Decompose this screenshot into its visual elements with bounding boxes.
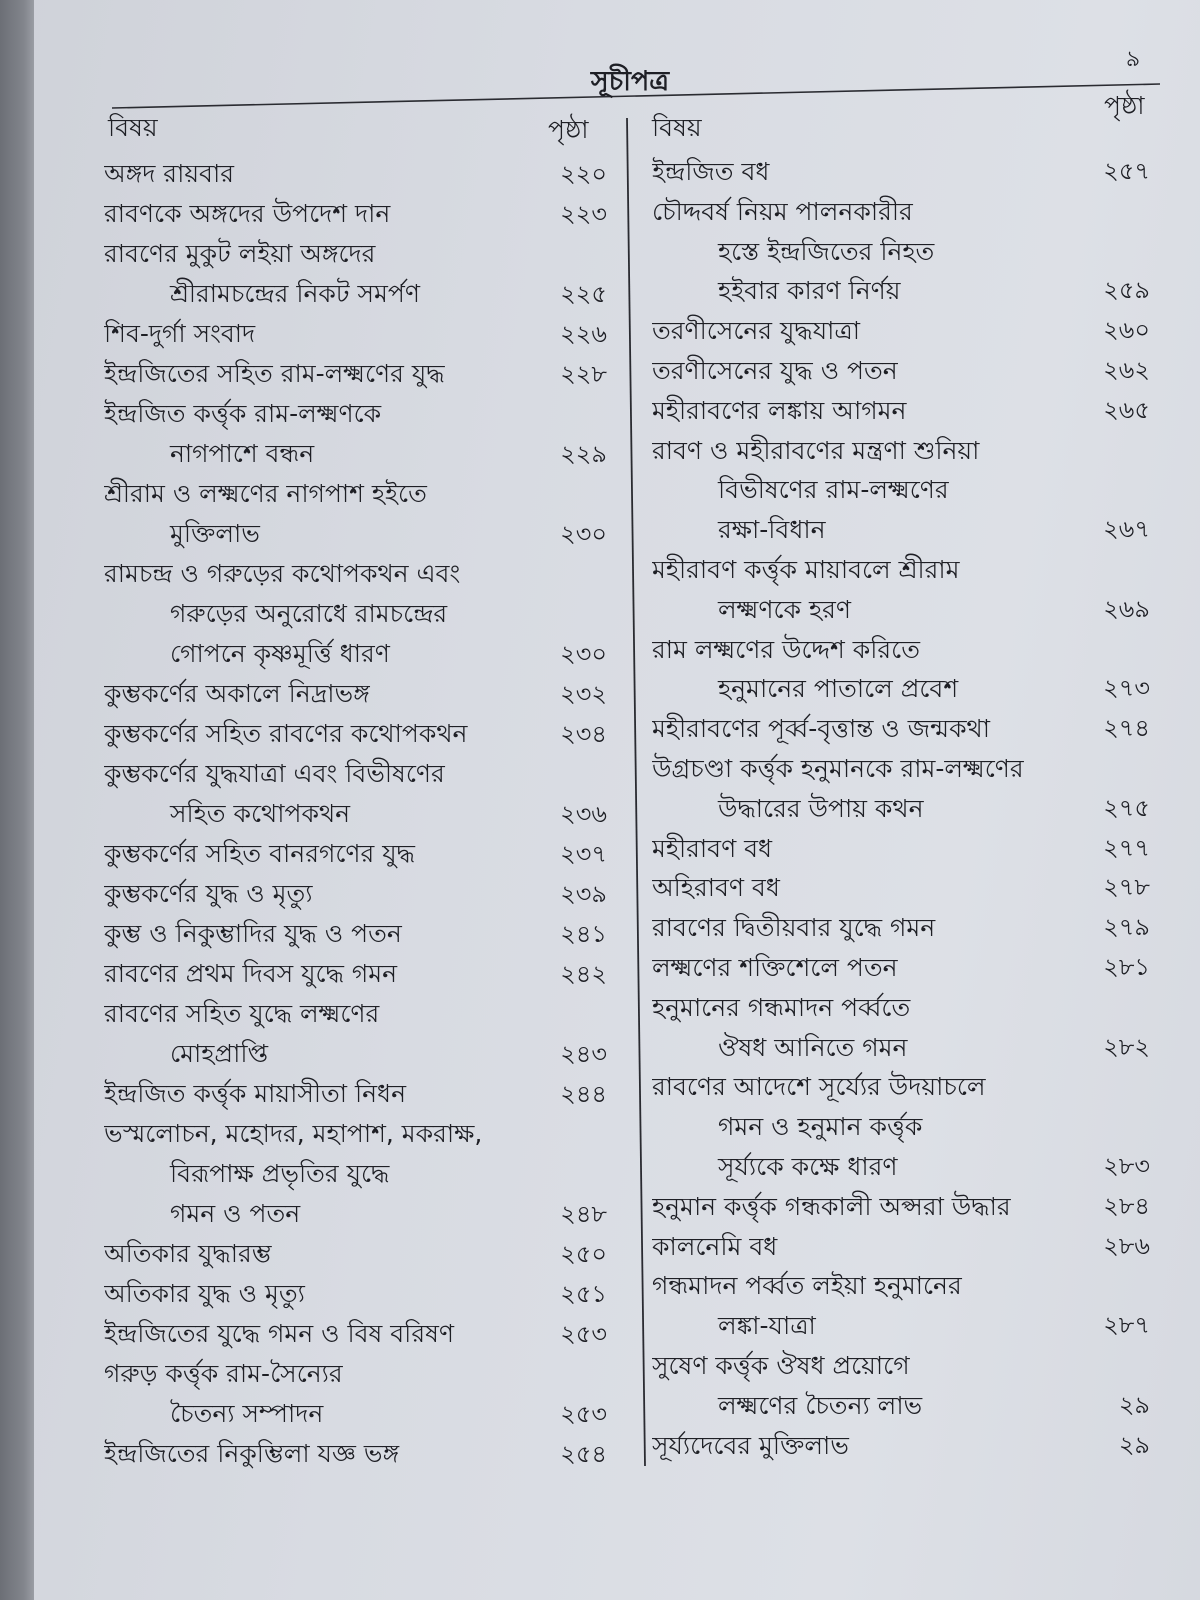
toc-entry [652,948,1150,988]
entry-line: অঙ্গদ রায়বার [104,159,234,188]
toc-entry [104,194,607,234]
entry-line: চৌদ্দবর্ষ নিয়ম পালনকারীর [652,196,913,226]
toc-entry [652,550,1150,630]
entry-line: মহীরাবণ বধ [652,833,773,863]
entry-page-number: ২৩২ [560,680,607,708]
entry-line: মোহপ্রাপ্তি [170,1039,269,1068]
entry-line: ঔষধ আনিতে গমন [718,1032,908,1062]
toc-entry [104,1234,607,1274]
entry-line: গন্ধমাদন পর্ব্বত লইয়া হনুমানের [652,1271,962,1301]
toc-entry [104,954,607,994]
entry-page-number: ২৬৯ [1103,594,1150,623]
entry-page-number: ২৩০ [560,640,607,668]
toc-entry [652,908,1150,948]
toc-entry [104,674,607,714]
entry-line: অতিকার যুদ্ধ ও মৃত্যু [104,1279,305,1308]
entry-page-number: ২৪৩ [560,1040,607,1068]
entry-line: সূর্য্যকে কক্ষে ধারণ [718,1151,898,1181]
entry-line: কুম্ভকর্ণের যুদ্ধ ও মৃত্যু [104,879,313,908]
entry-line: হনুমানের গন্ধমাদন পর্ব্বতে [652,992,911,1022]
page-title: সূচীপত্র [590,66,670,97]
entry-line: হইবার কারণ নির্ণয় [718,276,901,306]
entry-line: গরুড় কর্ত্তৃক রাম-সৈন্যের [104,1359,343,1388]
entry-line: চৈতন্য সম্পাদন [170,1399,324,1428]
entry-line: সহিত কথোপকথন [170,799,351,828]
toc-entry [104,714,607,754]
entry-page-number: ২৭৩ [1103,674,1150,703]
entry-line: অতিকার যুদ্ধারম্ভ [104,1239,272,1268]
entry-page-number: ২৪২ [560,960,607,988]
toc-entry [104,394,607,474]
right-header-page: পৃষ্ঠা [1104,91,1145,120]
entry-line: মহীরাবণ কর্ত্তৃক মায়াবলে শ্রীরাম [652,554,960,584]
toc-entry [104,314,607,354]
entry-page-number: ২৫৭ [1103,157,1150,185]
toc-entry [652,311,1150,351]
entry-page-number: ২৩৪ [560,720,607,748]
right-header-subject: বিষয় [652,113,702,142]
toc-entry [104,1114,607,1234]
entry-page-number: ২৩৭ [560,840,607,868]
toc-entry [104,154,607,194]
entry-page-number: ২৩০ [560,520,607,548]
entry-page-number: ২৫৯ [1103,276,1150,305]
entry-line: শিব-দুর্গা সংবাদ [104,319,256,348]
entry-line: বিরূপাক্ষ প্রভৃতির যুদ্ধে [170,1159,390,1188]
toc-entry [652,431,1150,550]
entry-page-number: ২৬২ [1103,355,1150,384]
entry-page-number: ২৭৫ [1103,793,1150,822]
entry-page-number: ২৯ [1118,1390,1150,1419]
toc-entry [652,1187,1150,1227]
entry-line: হস্তে ইন্দ্রজিতের নিহত [718,236,935,266]
toc-entry [652,1426,1150,1466]
toc-entry [104,1354,607,1434]
toc-entry [104,234,607,314]
entry-page-number: ২৪৪ [560,1080,607,1108]
entry-line: উগ্রচণ্ডা কর্ত্তৃক হনুমানকে রাম-লক্ষ্মণের [652,753,1024,783]
toc-entry [652,1067,1150,1186]
entry-page-number: ২৯ [1118,1430,1150,1459]
entry-line: সুষেণ কর্ত্তৃক ঔষধ প্রয়োগে [652,1350,910,1380]
entry-line: রাবণের সহিত যুদ্ধে লক্ষ্মণের [104,999,380,1028]
entry-line: রাবণের প্রথম দিবস যুদ্ধে গমন [104,959,398,988]
entry-line: শ্রীরাম ও লক্ষ্মণের নাগপাশ হইতে [104,479,427,508]
entry-line: ইন্দ্রজিতের সহিত রাম-লক্ষ্মণের যুদ্ধ [104,359,445,388]
toc-entry [652,749,1150,829]
toc-entry [104,354,607,394]
toc-entry [652,1227,1150,1267]
left-header-page: পৃষ্ঠা [548,115,589,144]
toc-right-column [652,152,1150,1465]
entry-line: সূর্য্যদেবের মুক্তিলাভ [652,1430,849,1460]
entry-line: কালনেমি বধ [652,1231,778,1261]
entry-line: মুক্তিলাভ [170,519,260,548]
entry-line: রাবণের আদেশে সূর্য্যের উদয়াচলে [652,1072,986,1102]
toc-entry [104,554,607,674]
entry-line: বিভীষণের রাম-লক্ষ্মণের [718,475,949,505]
entry-line: নাগপাশে বন্ধন [170,439,315,468]
entry-page-number: ২৬৫ [1103,395,1150,424]
entry-page-number: ২৭৯ [1103,913,1150,942]
entry-line: লক্ষ্মণের শক্তিশেলে পতন [652,952,898,982]
page-number: ৯ [1125,47,1141,72]
toc-entry [104,874,607,914]
toc-entry [104,1314,607,1354]
entry-line: তরণীসেনের যুদ্ধযাত্রা [652,316,861,346]
entry-page-number: ২৫৩ [560,1320,607,1348]
entry-line: ইন্দ্রজিত কর্ত্তৃক মায়াসীতা নিধন [104,1079,406,1108]
entry-page-number: ২২৩ [560,200,607,228]
entry-page-number: ২২০ [560,160,607,188]
entry-line: ভস্মলোচন, মহোদর, মহাপাশ, মকরাক্ষ, [104,1119,483,1148]
entry-page-number: ২৬০ [1103,316,1150,345]
entry-page-number: ২৪১ [560,920,607,948]
entry-line: গমন ও পতন [170,1199,301,1228]
toc-entry [104,1074,607,1114]
toc-entry [652,192,1150,311]
entry-line: লক্ষ্মণের চৈতন্য লাভ [718,1390,923,1420]
toc-entry [104,474,607,554]
toc-entry [104,1434,607,1474]
entry-line: কুম্ভকর্ণের যুদ্ধযাত্রা এবং বিভীষণের [104,759,445,788]
entry-line: হনুমান কর্ত্তৃক গন্ধকালী অপ্সরা উদ্ধার [652,1191,1011,1221]
entry-page-number: ২২৫ [560,280,607,308]
entry-page-number: ২৫১ [560,1280,607,1308]
toc-entry [652,1266,1150,1346]
entry-page-number: ২২৯ [560,440,607,468]
entry-page-number: ২৪৮ [560,1200,607,1228]
entry-line: ইন্দ্রজিতের নিকুম্ভিলা যজ্ঞ ভঙ্গ [104,1439,400,1468]
entry-line: লক্ষ্মণকে হরণ [718,594,851,624]
toc-entry [652,391,1150,431]
entry-line: রামচন্দ্র ও গরুড়ের কথোপকথন এবং [104,559,461,588]
left-header-subject: বিষয় [108,113,158,142]
entry-page-number: ২৫০ [560,1240,607,1268]
toc-entry [652,630,1150,710]
entry-page-number: ২৮৪ [1103,1191,1150,1220]
entry-line: শ্রীরামচন্দ্রের নিকট সমর্পণ [170,279,420,308]
entry-page-number: ২৮৭ [1103,1311,1150,1340]
entry-line: গোপনে কৃষ্ণমূর্ত্তি ধারণ [170,639,390,668]
entry-line: উদ্ধারের উপায় কথন [718,793,924,823]
toc-entry [652,351,1150,391]
entry-line: রাবণকে অঙ্গদের উপদেশ দান [104,199,391,228]
toc-entry [652,1346,1150,1426]
toc-entry [652,709,1150,749]
entry-line: কুম্ভকর্ণের অকালে নিদ্রাভঙ্গ [104,679,370,708]
column-divider [627,118,645,1466]
entry-line: মহীরাবণের পূর্ব্ব-বৃত্তান্ত ও জন্মকথা [652,714,990,744]
entry-line: রাবণের মুকুট লইয়া অঙ্গদের [104,239,376,268]
entry-line: রাম লক্ষ্মণের উদ্দেশ করিতে [652,634,920,664]
toc-entry [104,834,607,874]
entry-line: রাবণের দ্বিতীয়বার যুদ্ধে গমন [652,913,936,943]
entry-line: গমন ও হনুমান কর্ত্তৃক [718,1112,923,1142]
entry-line: ইন্দ্রজিত কর্ত্তৃক রাম-লক্ষ্মণকে [104,399,382,428]
entry-line: ইন্দ্রজিত বধ [652,157,770,186]
toc-entry [652,152,1150,192]
entry-line: রাবণ ও মহীরাবণের মন্ত্রণা শুনিয়া [652,435,980,465]
toc-entry [104,994,607,1074]
entry-page-number: ২৫৩ [560,1400,607,1428]
entry-page-number: ২৮৬ [1103,1231,1150,1260]
entry-line: রক্ষা-বিধান [718,515,826,545]
entry-page-number: ২৭৮ [1103,873,1150,902]
toc-entry [652,988,1150,1068]
entry-page-number: ২৭৭ [1103,833,1150,862]
entry-line: হনুমানের পাতালে প্রবেশ [718,674,959,704]
toc-entry [652,868,1150,908]
entry-line: কুম্ভ ও নিকুম্ভাদির যুদ্ধ ও পতন [104,919,402,948]
toc-entry [104,754,607,834]
entry-page-number: ২৩৯ [560,880,607,908]
entry-line: গরুড়ের অনুরোধে রামচন্দ্রের [170,599,448,628]
toc-entry [652,829,1150,869]
entry-line: অহিরাবণ বধ [652,873,780,903]
entry-page-number: ২৮২ [1103,1032,1150,1061]
entry-page-number: ২৮৩ [1103,1151,1150,1180]
toc-entry [104,1274,607,1314]
entry-line: ইন্দ্রজিতের যুদ্ধে গমন ও বিষ বরিষণ [104,1319,454,1348]
entry-page-number: ২২৮ [560,360,607,388]
entry-page-number: ২৩৬ [560,800,607,828]
entry-page-number: ২২৬ [560,320,607,348]
entry-page-number: ২৮১ [1103,952,1150,981]
toc-entry [104,914,607,954]
entry-line: মহীরাবণের লঙ্কায় আগমন [652,395,907,425]
entry-line: তরণীসেনের যুদ্ধ ও পতন [652,355,898,385]
entry-line: কুম্ভকর্ণের সহিত রাবণের কথোপকথন [104,719,468,748]
entry-page-number: ২৬৭ [1103,515,1150,544]
entry-page-number: ২৭৪ [1103,714,1150,743]
entry-line: লঙ্কা-যাত্রা [718,1311,816,1341]
toc-left-column [104,154,607,1474]
entry-line: কুম্ভকর্ণের সহিত বানরগণের যুদ্ধ [104,839,415,868]
entry-page-number: ২৫৪ [560,1440,607,1468]
